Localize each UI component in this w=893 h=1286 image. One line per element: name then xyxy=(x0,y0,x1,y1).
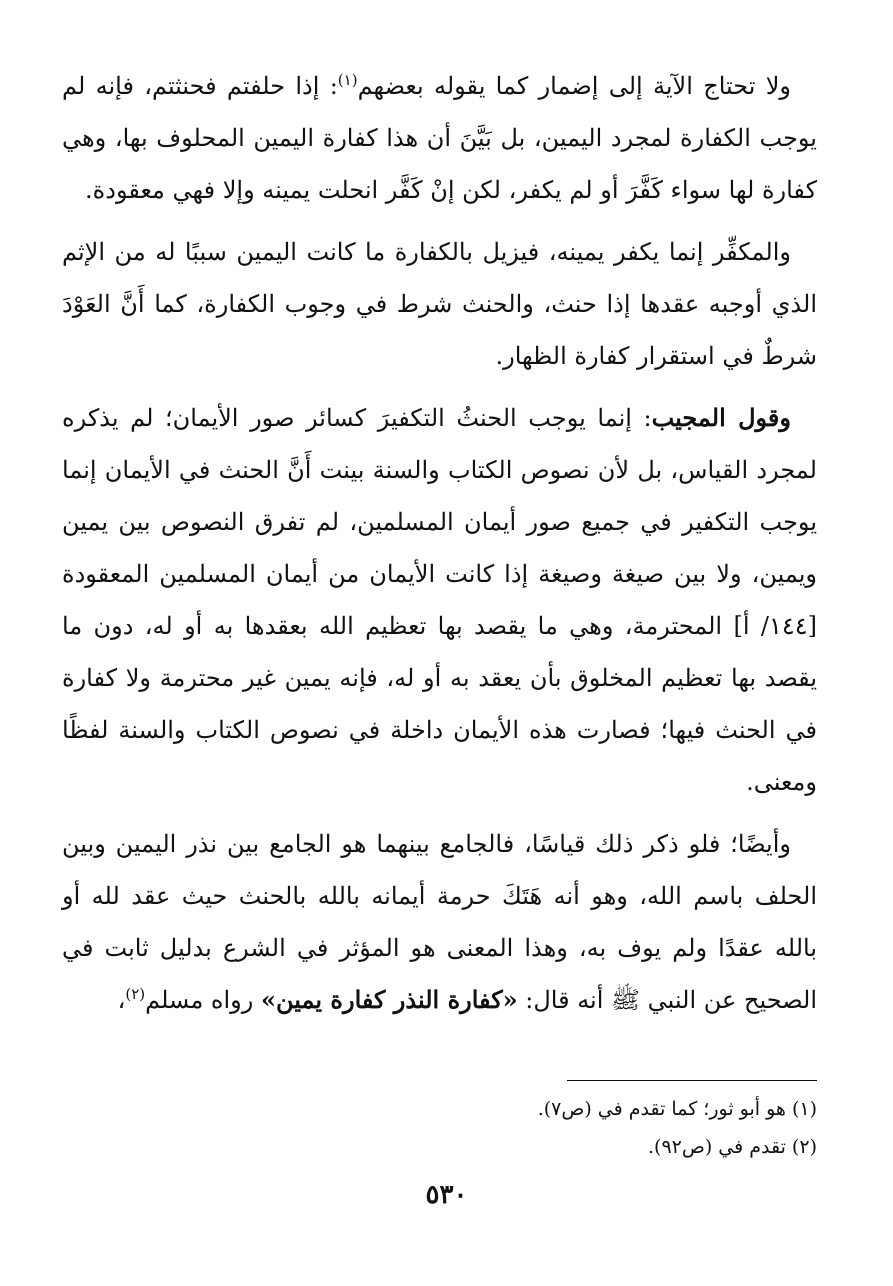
paragraph-1 xyxy=(62,60,817,216)
footnote-2: (٢) تقدم في (ص٩٢). xyxy=(648,1136,817,1158)
footnote-ref-1: (١) xyxy=(337,71,358,89)
paragraph-4-text-a: وأيضًا؛ فلو ذكر ذلك قياسًا، فالجامع بينهما هو الجامع بين نذر اليمين وبين الحلف باسم الله، وهو أنه هَتَكَ حرمة أيمانه بالله بالحنث حيث عقد لله أو بالله عقدًا ولم يوف به، وهذا المعنى هو المؤثر في الشرع بدليل ثابت في الصحيح عن النبي ﷺ أنه قال: xyxy=(62,830,817,1014)
page-number: ٥٣٠ xyxy=(425,1180,468,1210)
paragraph-1-text-a: ولا تحتاج الآية إلى إضمار كما يقوله بعضهم xyxy=(357,72,791,100)
footnote-1: (١) هو أبو ثور؛ كما تقدم في (ص٧). xyxy=(537,1098,817,1120)
footnotes xyxy=(77,1090,817,1166)
paragraph-1-text-b: : إذا حلفتم فحنثتم، فإنه لم يوجب الكفارة لمجرد اليمين، بل بَيَّنَ أن هذا كفارة اليمين المحلوف بها، وهي كفارة لها سواء كَفَّرَ أو لم يكفر، لكن إنْ كَفَّر انحلت يمينه وإلا فهي معقودة. xyxy=(62,72,817,204)
paragraph-4-text-c: ، xyxy=(117,986,126,1014)
hadith-quote: «كفارة النذر كفارة يمين» xyxy=(260,985,518,1014)
paragraph-3-text: : إنما يوجب الحنثُ التكفيرَ كسائر صور الأيمان؛ لم يذكره لمجرد القياس، بل لأن نصوص الكتاب والسنة بينت أَنَّ الحنث في الأيمان إنما يوجب التكفير في جميع صور أيمان المسلمين، لم تفرق النصوص بين يمين ويمين، ولا بين صيغة وصيغة إذا كانت الأيمان من أيمان المسلمين المعقودة [١٤٤/ أ] المحترمة، وهي ما يقصد بها تعظيم الله بعقدها به أو له، دون ما يقصد بها تعظيم المخلوق بأن يعقد به أو له، فإنه يمين غير محترمة ولا كفارة في الحنث فيها؛ فصارت هذه الأيمان داخلة في نصوص الكتاب والسنة لفظًا ومعنى. xyxy=(62,404,818,796)
page-body xyxy=(62,60,817,1036)
paragraph-2-text: والمكفِّر إنما يكفر يمينه، فيزيل بالكفارة ما كانت اليمين سببًا له من الإثم الذي أوجبه عقدها إذا حنث، والحنث شرط في وجوب الكفارة، كما أَنَّ العَوْدَ شرطٌ في استقرار كفارة الظهار. xyxy=(62,238,817,370)
paragraph-3 xyxy=(62,392,817,808)
paragraph-4 xyxy=(62,818,817,1026)
footnote-ref-2: (٢) xyxy=(125,985,146,1003)
paragraph-2 xyxy=(62,226,817,382)
paragraph-4-text-b: رواه مسلم xyxy=(145,986,261,1014)
quoted-speaker: وقول المجيب xyxy=(651,403,791,432)
footnote-divider xyxy=(567,1080,817,1081)
